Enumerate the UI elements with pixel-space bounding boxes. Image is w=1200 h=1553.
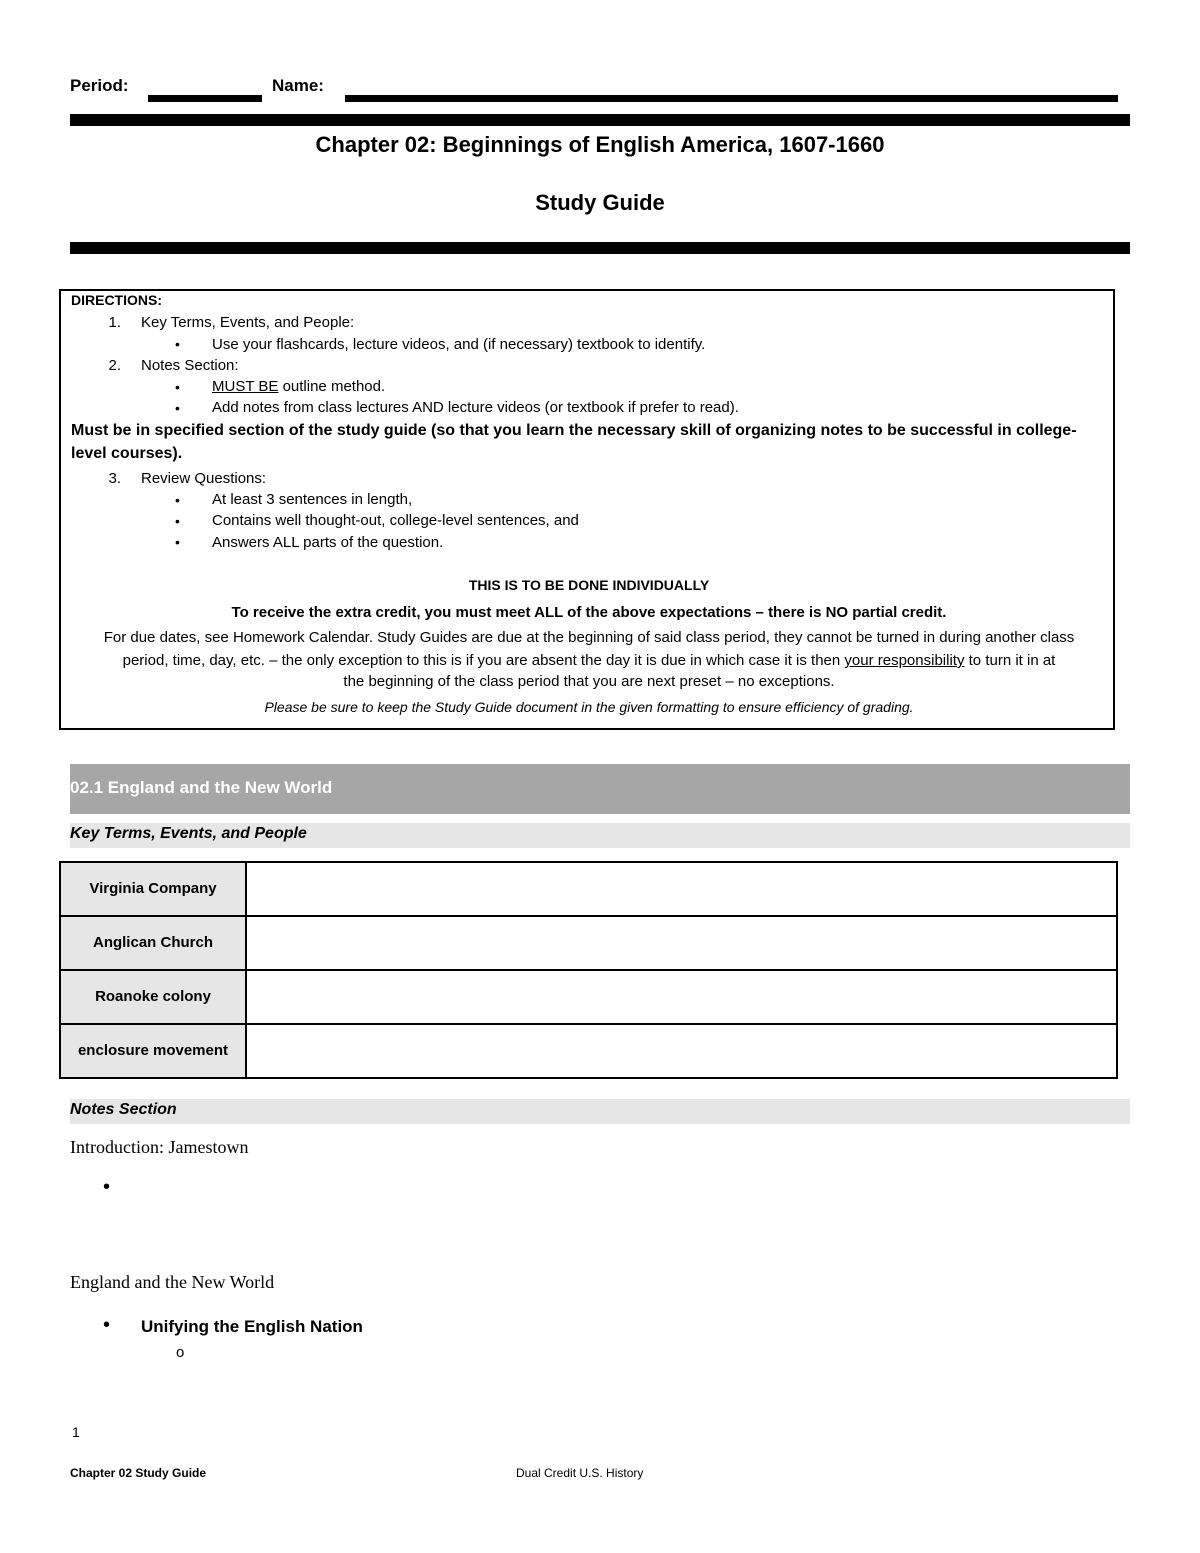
- definition-cell[interactable]: [246, 970, 1117, 1024]
- table-row: [60, 862, 1117, 916]
- notes-heading: Notes Section: [70, 1101, 177, 1118]
- directions-box: [59, 289, 1115, 730]
- must-be-underlined: MUST BE: [212, 378, 279, 395]
- item-number: 1.: [108, 314, 121, 331]
- bullet-icon: •: [175, 534, 180, 550]
- notes-england-heading: England and the New World: [70, 1272, 275, 1292]
- extra-credit-note: To receive the extra credit, you must meet ALL of the above expectations – there is NO partial credit.: [231, 604, 947, 621]
- bullet-icon: •: [103, 1314, 111, 1336]
- item-label: Notes Section:: [141, 357, 239, 374]
- name-blank[interactable]: [345, 95, 1118, 102]
- period-label: Period:: [70, 76, 129, 95]
- due-dates-line-2: period, time, day, etc. – the only exception to this is if you are absent the day it is due in which case it is then your responsibility to turn it in at: [122, 652, 1056, 669]
- item-label: Review Questions:: [141, 470, 267, 487]
- definition-cell[interactable]: [246, 1024, 1117, 1078]
- term-cell: Roanoke colony: [60, 970, 246, 1024]
- item-bullet: [212, 378, 385, 395]
- sub-sub-bullet-marker: o: [176, 1344, 185, 1361]
- page-number: 1: [72, 1424, 80, 1440]
- key-terms-heading: Key Terms, Events, and People: [70, 825, 307, 842]
- period-blank[interactable]: [148, 95, 262, 102]
- term-cell: Virginia Company: [60, 862, 246, 916]
- bullet-icon: •: [175, 400, 180, 416]
- section-title: 02.1 England and the New World: [70, 778, 333, 797]
- bullet-icon: •: [103, 1176, 111, 1198]
- directions-heading: DIRECTIONS:: [71, 292, 162, 308]
- bullet-icon: •: [175, 492, 180, 508]
- study-guide-title: Study Guide: [535, 190, 665, 215]
- footer-right: Dual Credit U.S. History: [516, 1466, 644, 1480]
- must-be-line-1: Must be in specified section of the study guide (so that you learn the necessary skill of organizing notes to be successful in college-: [71, 422, 1077, 439]
- notes-heading-bar: [70, 1099, 1130, 1124]
- item-number: 2.: [108, 357, 121, 374]
- bullet-icon: •: [175, 336, 180, 352]
- item-bullet: Contains well thought-out, college-level sentences, and: [212, 512, 579, 529]
- item-bullet: Add notes from class lectures AND lecture videos (or textbook if prefer to read).: [212, 399, 739, 416]
- individually-note: THIS IS TO BE DONE INDIVIDUALLY: [468, 577, 710, 593]
- table-row: [60, 1024, 1117, 1078]
- section-header: [70, 764, 1130, 814]
- due-dates-line-1: For due dates, see Homework Calendar. Study Guides are due at the beginning of said class period, they cannot be turned in during another class: [103, 629, 1075, 646]
- due-dates-line-3: the beginning of the class period that you are next preset – no exceptions.: [343, 673, 835, 690]
- responsibility-underlined: your responsibility: [844, 652, 965, 669]
- chapter-title: Chapter 02: Beginnings of English America, 1607-1660: [315, 132, 885, 157]
- formatting-note: Please be sure to keep the Study Guide document in the given formatting to ensure efficiency of grading.: [264, 699, 914, 715]
- item-label: Key Terms, Events, and People:: [141, 314, 355, 331]
- bullet-icon: •: [175, 513, 180, 529]
- term-cell: Anglican Church: [60, 916, 246, 970]
- notes-intro-heading: Introduction: Jamestown: [70, 1137, 249, 1157]
- must-be-line-2: level courses).: [71, 445, 183, 462]
- item-bullet: Answers ALL parts of the question.: [212, 534, 444, 551]
- bullet-icon: •: [175, 379, 180, 395]
- item-number: 3.: [108, 470, 121, 487]
- key-terms-heading-bar: [70, 823, 1130, 848]
- item-bullet: Use your flashcards, lecture videos, and (if necessary) textbook to identify.: [212, 336, 706, 353]
- table-row: [60, 970, 1117, 1024]
- notes-sub-bullet: Unifying the English Nation: [141, 1317, 363, 1336]
- name-label: Name:: [272, 76, 324, 95]
- table-row: [60, 916, 1117, 970]
- must-be-rest: outline method.: [278, 378, 386, 395]
- definition-cell[interactable]: [246, 862, 1117, 916]
- footer-left: Chapter 02 Study Guide: [70, 1466, 207, 1480]
- key-terms-table: [59, 861, 1118, 1079]
- definition-cell[interactable]: [246, 916, 1117, 970]
- term-cell: enclosure movement: [60, 1024, 246, 1078]
- item-bullet: At least 3 sentences in length,: [212, 491, 413, 508]
- top-rule: [70, 114, 1130, 126]
- bottom-rule: [70, 242, 1130, 254]
